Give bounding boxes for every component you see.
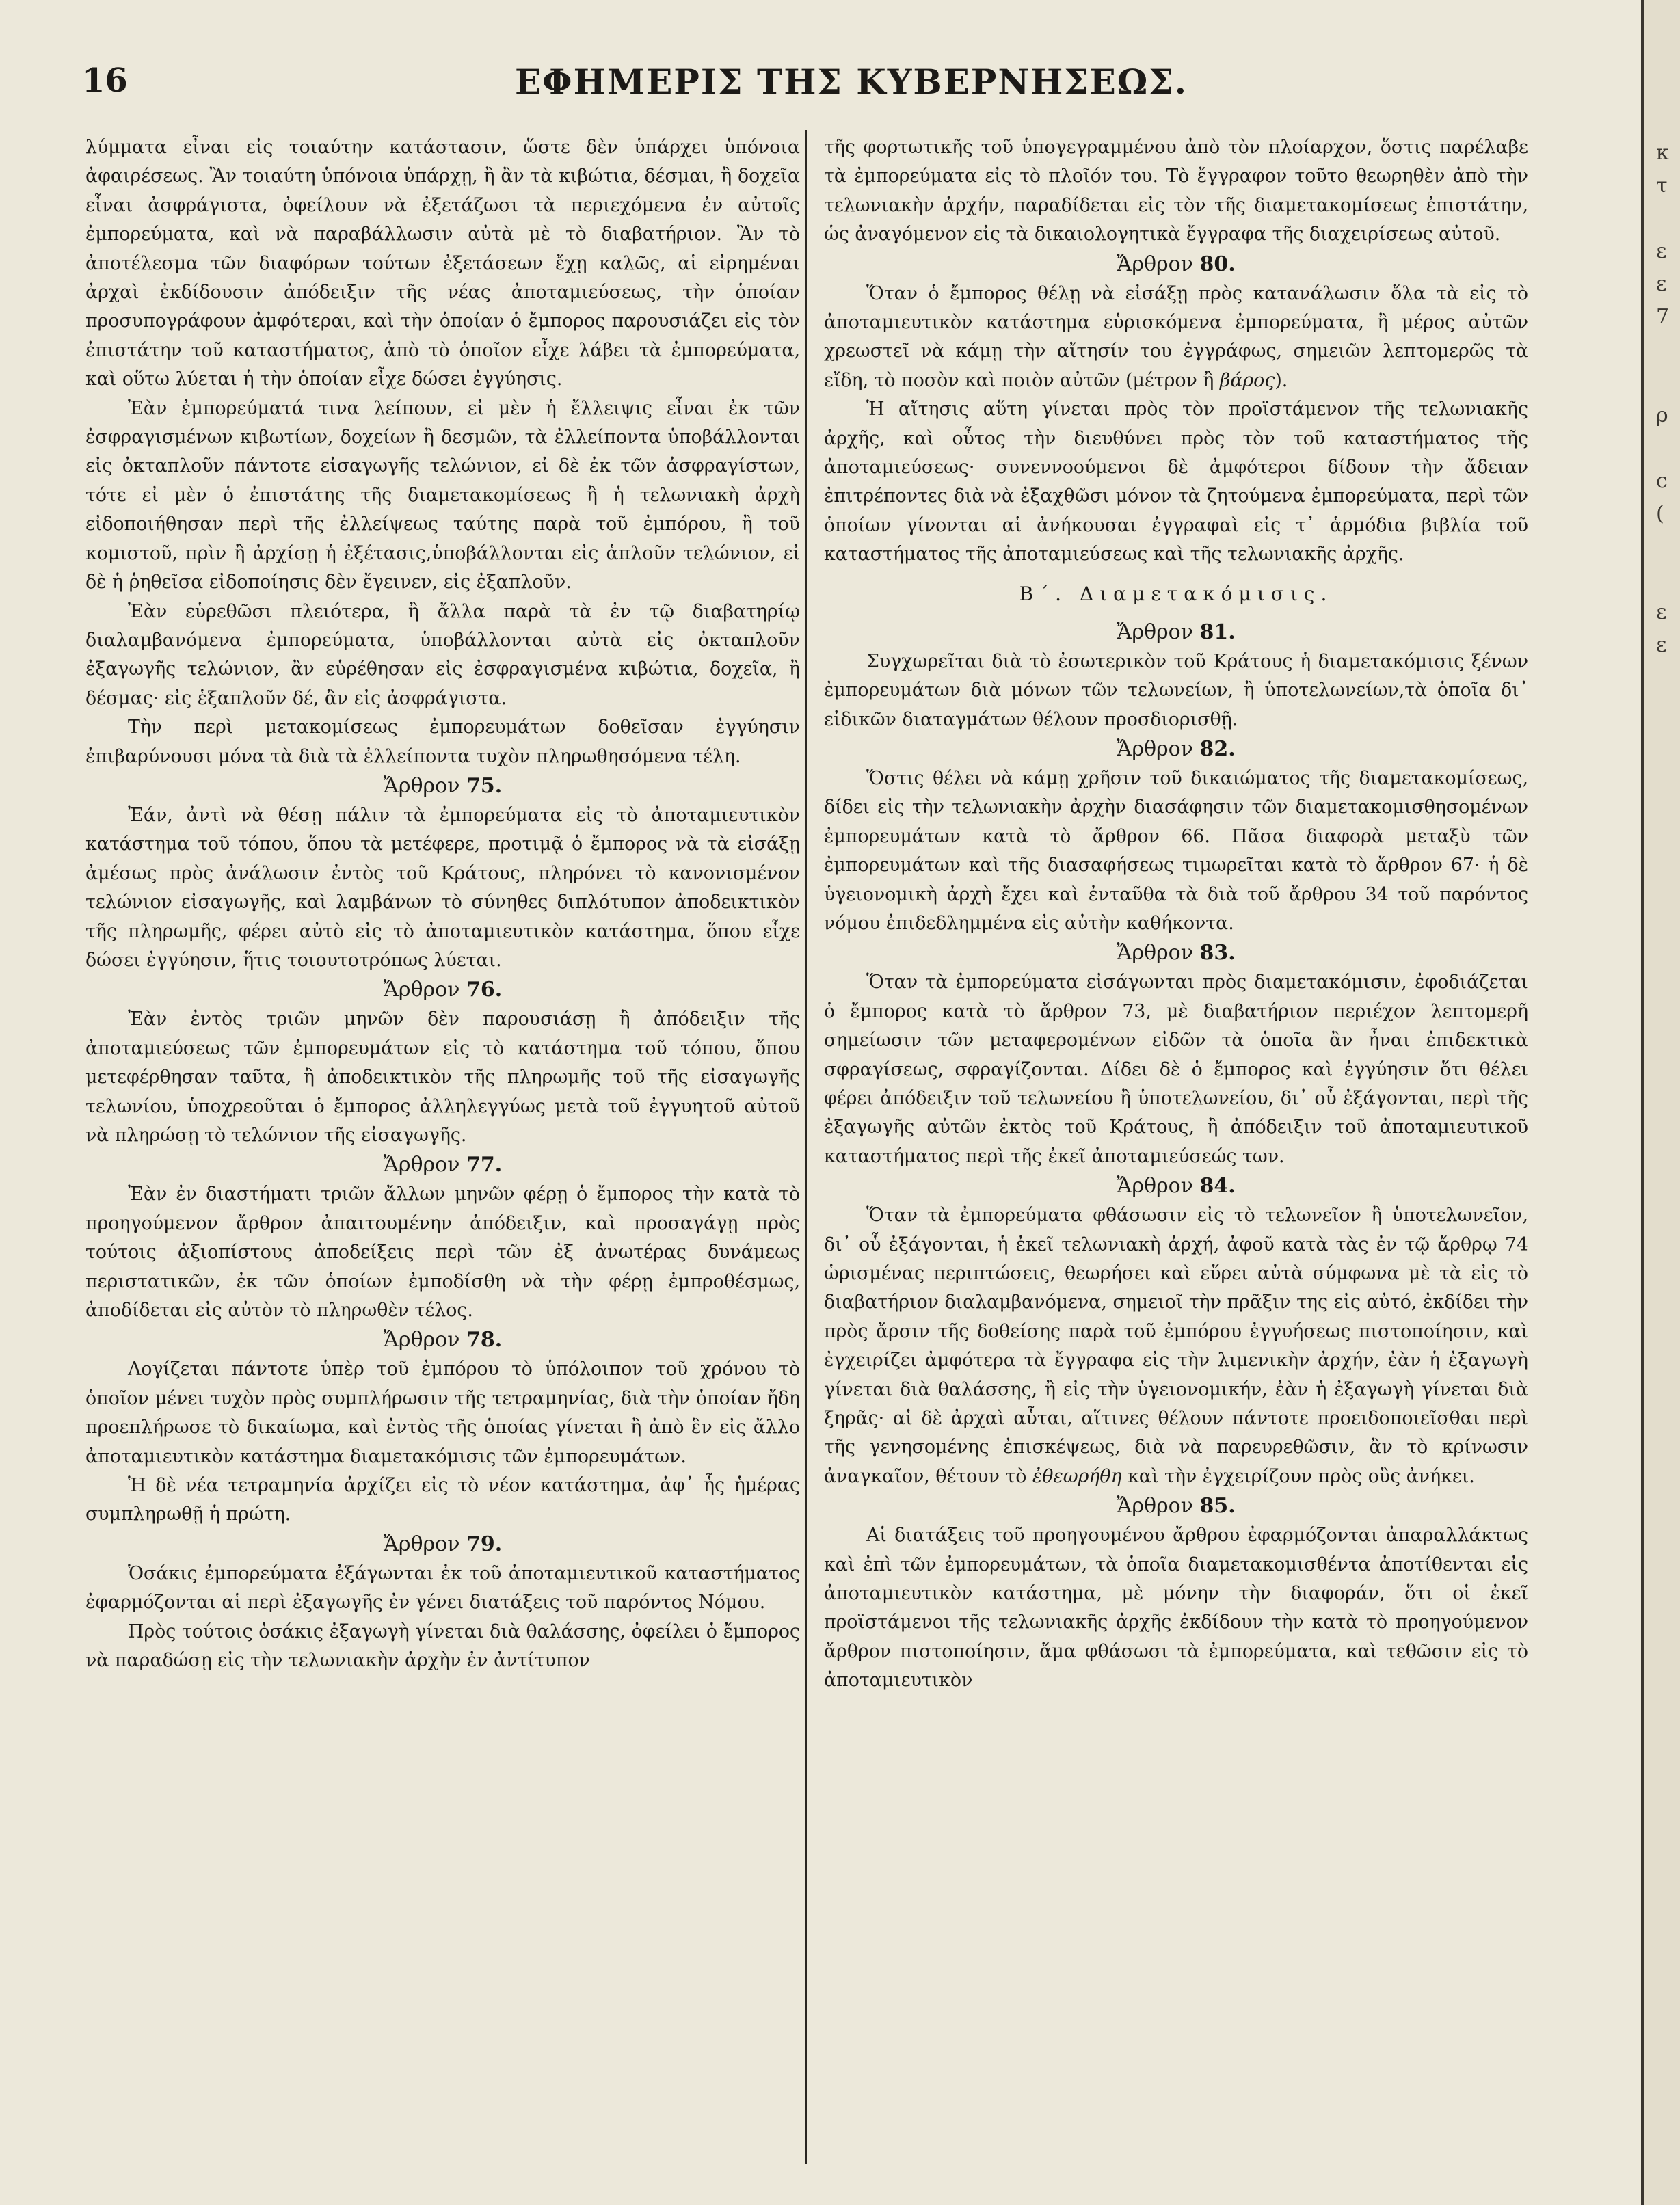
- column-divider: [805, 130, 807, 2164]
- article-heading-79: Ἄρθρον 79.: [383, 1532, 503, 1556]
- paragraph: Πρὸς τούτοις ὁσάκις ἐξαγωγὴ γίνεται διὰ θαλάσσης, ὀφείλει ὁ ἔμπορος νὰ παραδώσῃ εἰς τὴν τελωνιακὴν ἀρχὴν ἐν ἀντίτυπον: [85, 1620, 800, 1672]
- paragraph: Ὅταν τὰ ἐμπορεύματα εἰσάγωνται πρὸς διαμετακόμισιν, ἐφοδιάζεται ὁ ἔμπορος κατὰ τὸ ἄρθρον 73, μὲ διαβατήριον περιέχον λεπτομερῆ σημείωσιν τῶν μεταφερομένων εἰδῶν τὰ ὁποῖα ἂν ἦναι ἐπιδεκτικὰ σφραγίσεως, σφραγίζονται. Δίδει δὲ ὁ ἔμπορος καὶ ἐγγύησιν ὅτι θέλει φέρει ἀπόδειξιν τοῦ τελωνείου ἢ ὑποτελωνείου, δι᾿ οὗ ἐξάγονται, περὶ τῆς ἐξαγωγῆς αὐτῶν ἐκτὸς τοῦ Κράτους, ἢ ἀπόδειξιν τοῦ ἀποταμιευτικοῦ καταστήματος περὶ τῆς ἐκεῖ ἀποταμιεύσεώς των.: [824, 972, 1528, 1167]
- paragraph-continuation: τῆς φορτωτικῆς τοῦ ὑπογεγραμμένου ἀπὸ τὸν πλοίαρχον, ὅστις παρέλαβε τὰ ἐμπορεύματα εἰς τὸ πλοῖόν του. Τὸ ἔγγραφον τοῦτο θεωρηθὲν ἀπὸ τὴν τελωνιακὴν ἀρχήν, παραδίδεται εἰς τὸν τῆς διαμετακομίσεως ἐπιστάτην, ὡς ἀναγόμενον εἰς τὰ δικαιολογητικὰ ἔγγραφα τῆς διαχειρίσεως αὐτοῦ.: [824, 137, 1528, 245]
- article-heading-82: Ἄρθρον 82.: [1117, 736, 1236, 761]
- paragraph: Λογίζεται πάντοτε ὑπὲρ τοῦ ἐμπόρου τὸ ὑπόλοιπον τοῦ χρόνου τὸ ὁποῖον μένει τυχὸν πρὸς συμπλήρωσιν τῆς τετραμηνίας, διὰ τὴν ὁποίαν ἤδη προεπλήρωσε τὸ δικαίωμα, καὶ ἐντὸς τῆς ὁποίας γίνεται ἢ ἀπὸ ἓν εἰς ἄλλο ἀποταμιευτικὸν κατάστημα διαμετακόμισις τῶν ἐμπορευμάτων.: [85, 1359, 800, 1467]
- paragraph: Ἡ αἴτησις αὕτη γίνεται πρὸς τὸν προϊστάμενον τῆς τελωνιακῆς ἀρχῆς, καὶ οὗτος τὴν διευθύνει πρὸς τὸν τοῦ καταστήματος τῆς ἀποταμιεύσεως· συνεννοούμενοι δὲ ἀμφότεροι δίδουν τὴν ἄδειαν ἐπιτρέποντες διὰ νὰ ἐξαχθῶσι μόνον τὰ ζητούμενα ἐμπορεύματα, περὶ τῶν ὁποίων γίνονται αἱ ἀνήκουσαι ἐγγραφαὶ εἰς τ᾿ ἁρμόδια βιβλία τοῦ καταστήματος τῆς ἀποταμιεύσεως καὶ τῆς τελωνιακῆς ἀρχῆς.: [824, 399, 1528, 565]
- article-heading-77: Ἄρθρον 77.: [383, 1153, 503, 1177]
- paragraph: Ὅταν ὁ ἔμπορος θέλῃ νὰ εἰσάξῃ πρὸς κατανάλωσιν ὅλα τὰ εἰς τὸ ἀποταμιευτικὸν κατάστημα εὑρισκόμενα ἐμπορεύματα, ἢ μέρος αὐτῶν χρεωστεῖ νὰ κάμῃ τὴν αἴτησίν του ἐγγράφως, σημειῶν λεπτομερῶς τὰ εἴδη, τὸ ποσὸν καὶ ποιὸν αὐτῶν (μέτρον ἢ βάρος).: [824, 282, 1528, 391]
- article-heading-80: Ἄρθρον 80.: [1117, 252, 1236, 276]
- article-heading-78: Ἄρθρον 78.: [383, 1328, 503, 1352]
- paragraph: Ἐὰν ἐμπορεύματά τινα λείπουν, εἰ μὲν ἡ ἔλλειψις εἶναι ἐκ τῶν ἐσφραγισμένων κιβωτίων, δοχείων ἢ δεσμῶν, τὰ ἐλλείποντα ὑποβάλλονται εἰς ὀκταπλοῦν πάντοτε εἰσαγωγῆς τελώνιον, εἰ δὲ ἐκ τῶν ἀσφραγίστων, τότε εἰ μὲν ὁ ἐπιστάτης τῆς διαμετακομίσεως ἢ ἡ τελωνιακὴ ἀρχὴ εἰδοποιήθησαν περὶ τῆς ἐλλείψεως ταύτης παρὰ τοῦ ἐμπόρου, ἢ τοῦ κομιστοῦ, πρὶν ἢ ἀρχίσῃ ἡ ἐξέτασις,ὑποβάλλονται εἰς ἁπλοῦν τελώνιον, εἰ δὲ ἡ ῥηθεῖσα εἰδοποίησις δὲν ἔγεινεν, εἰς ἐξαπλοῦν.: [85, 397, 800, 593]
- paragraph: Ὅστις θέλει νὰ κάμῃ χρῆσιν τοῦ δικαιώματος τῆς διαμετακομίσεως, δίδει εἰς τὴν τελωνιακὴν ἀρχὴν διασάφησιν τῶν διαμετακομισθησομένων ἐμπορευμάτων κατὰ τὸ ἄρθρον 66. Πᾶσα διαφορὰ μεταξὺ τῶν ἐμπορευμάτων καὶ τῆς διασαφήσεως τιμωρεῖται κατὰ τὸ ἄρθρον 67· ἡ δὲ ὑγειονομικὴ ἀρχὴ ἔχει καὶ ἐνταῦθα τὰ διὰ τοῦ ἄρθρου 34 τοῦ παρόντος νόμου ἐπιδεδλημμένα εἰς αὐτὴν καθήκοντα.: [824, 767, 1528, 934]
- page-number: 16: [82, 62, 128, 100]
- paragraph: Ἐὰν εὑρεθῶσι πλειότερα, ἢ ἄλλα παρὰ τὰ ἐν τῷ διαβατηρίῳ διαλαμβανόμενα ἐμπορεύματα, ὑποβάλλονται αὐτὰ εἰς ὀκταπλοῦν ἐξαγωγῆς τελώνιον, ἂν εὑρέθησαν εἰς ἐσφραγισμένα κιβώτια, δοχεῖα, ἢ δέσμας· εἰς ἑξαπλοῦν δέ, ἂν εἰς ἀσφράγιστα.: [85, 600, 800, 709]
- running-head: [82, 62, 1621, 116]
- right-column: [824, 133, 1528, 1696]
- article-heading-75: Ἄρθρον 75.: [383, 773, 503, 798]
- paragraph: Ἐὰν ἐν διαστήματι τριῶν ἄλλων μηνῶν φέρῃ ὁ ἔμπορος τὴν κατὰ τὸ προηγούμενον ἄρθρον ἀπαιτουμένην ἀπόδειξιν, καὶ προσαγάγῃ πρὸς τούτοις ἀξιοπίστους ἀποδείξεις περὶ τῶν ἐξ ἀνωτέρας δυνάμεως περιστατικῶν, ἐκ τῶν ὁποίων ἐμποδίσθη νὰ τὴν φέρῃ ἐμπροθέσμως, ἀποδίδεται εἰς αὐτὸν τὸ πληρωθὲν τέλος.: [85, 1184, 800, 1322]
- article-heading-81: Ἄρθρον 81.: [1117, 619, 1236, 644]
- paragraph-continuation: λύμματα εἶναι εἰς τοιαύτην κατάστασιν, ὥστε δὲν ὑπάρχει ὑπόνοια ἀφαιρέσεως. Ἂν τοιαύτη ὑπόνοια ὑπάρχῃ, ἢ ἂν τὰ κιβώτια, δέσμαι, ἢ δοχεῖα εἶναι ἀσφράγιστα, ὀφείλουν νὰ ἐξετάζωσι τὰ περιεχόμενα ἐν αὐτοῖς ἐμπορεύματα, καὶ νὰ παραβάλλωσιν αὐτὰ μὲ τὸ διαβατήριον. Ἂν τὸ ἀποτέλεσμα τῶν διαφόρων τούτων ἐξετάσεων ἔχῃ καλῶς, αἱ εἰρημέναι ἀρχαὶ ἐκδίδουσιν ἀπόδειξιν τῆς νέας ἀποταμιεύσεως, τὴν ὁποίαν προσυπογράφουν ἀμφότεραι, καὶ τὴν ὁποίαν ὁ ἔμπορος παρουσιάζει εἰς τὸν ἐπιστάτην τοῦ καταστήματος, ἀπὸ τὸ ὁποῖον εἶχε λάβει τὰ ἐμπορεύματα, καὶ οὕτω λύεται ἡ τὴν ὁποίαν εἶχε δώσει ἐγγύησις.: [85, 137, 800, 390]
- article-heading-76: Ἄρθρον 76.: [383, 978, 503, 1002]
- paragraph: Αἱ διατάξεις τοῦ προηγουμένου ἄρθρου ἐφαρμόζονται ἀπαραλλάκτως καὶ ἐπὶ τῶν ἐμπορευμάτων, τὰ ὁποῖα διαμετακομισθέντα ἀποτίθενται εἰς ἀποταμιευτικὸν κατάστημα, μὲ μόνην τὴν διαφοράν, ὅτι οἱ ἐκεῖ προϊστάμενοι τῆς τελωνιακῆς ἀρχῆς ἐκδίδουν τὴν κατὰ τὸ προηγούμενον ἄρθρον πιστοποίησιν, ἅμα φθάσωσι τὰ ἐμπορεύματα, καὶ τεθῶσιν εἰς τὸ ἀποταμιευτικὸν: [824, 1525, 1528, 1692]
- facing-page-edge: [1641, 0, 1680, 2205]
- paragraph: Ἡ δὲ νέα τετραμηνία ἀρχίζει εἰς τὸ νέον κατάστημα, ἀφ᾿ ἧς ἡμέρας συμπληρωθῇ ἡ πρώτη.: [85, 1475, 800, 1525]
- section-heading: Β΄. Διαμετακόμισις.: [1019, 582, 1333, 605]
- paragraph: Ἐάν, ἀντὶ νὰ θέσῃ πάλιν τὰ ἐμπορεύματα εἰς τὸ ἀποταμιευτικὸν κατάστημα τοῦ τόπου, ὅπου τὰ μετέφερε, προτιμᾷ ὁ ἔμπορος νὰ τὰ εἰσάξῃ ἀμέσως πρὸς ἀνάλωσιν ἐντὸς τοῦ Κράτους, πληρόνει τὸ κανονισμένον τελώνιον εἰσαγωγῆς, καὶ λαμβάνων τὸ σύνηθες διπλότυπον ἀποδεικτικὸν τῆς πληρωμῆς, φέρει αὐτὸ εἰς τὸ ἀποταμιευτικὸν κατάστημα, ὅπου εἶχε δώσει ἐγγύησιν, ἥτις τοιουτοτρόπως λύεται.: [85, 804, 800, 971]
- article-heading-84: Ἄρθρον 84.: [1117, 1174, 1236, 1199]
- article-heading-83: Ἄρθρον 83.: [1117, 941, 1236, 965]
- article-heading-85: Ἄρθρον 85.: [1117, 1494, 1236, 1519]
- paragraph: Συγχωρεῖται διὰ τὸ ἐσωτερικὸν τοῦ Κράτους ἡ διαμετακόμισις ξένων ἐμπορευμάτων διὰ μόνων τῶν τελωνείων, ἢ ὑποτελωνείων,τὰ ὁποῖα δι᾿ εἰδικῶν διαταγμάτων θέλουν προσδιορισθῇ.: [824, 650, 1528, 730]
- paragraph: Ὁσάκις ἐμπορεύματα ἐξάγωνται ἐκ τοῦ ἀποταμιευτικοῦ καταστήματος ἐφαρμόζονται αἱ περὶ ἐξαγωγῆς ἐν γένει διατάξεις τοῦ παρόντος Νόμου.: [85, 1562, 800, 1614]
- facing-page-letters: κ τ ε ε 7 ρ c ( ε ε: [1656, 141, 1670, 657]
- journal-title: ΕΦΗΜΕΡΙΣ ΤΗΣ ΚΥΒΕΡΝΗΣΕΩΣ.: [514, 62, 1188, 102]
- paragraph: Ἐὰν ἐντὸς τριῶν μηνῶν δὲν παρουσιάσῃ ἢ ἀπόδειξιν τῆς ἀποταμιεύσεως τῶν ἐμπορευμάτων εἰς τὸ κατάστημα τοῦ τόπου, ὅπου μετεφέρθησαν ταῦτα, ἢ ἀποδεικτικὸν τῆς πληρωμῆς τοῦ τῆς εἰσαγωγῆς τελωνίου, ὑποχρεοῦται ὁ ἔμπορος ἀλληλεγγύως μετὰ τοῦ ἐγγυητοῦ αὐτοῦ νὰ πληρώσῃ τὸ τελώνιον τῆς εἰσαγωγῆς.: [85, 1008, 800, 1146]
- paragraph: Τὴν περὶ μετακομίσεως ἐμπορευμάτων δοθεῖσαν ἐγγύησιν ἐπιβαρύνουσι μόνα τὰ διὰ τὰ ἐλλείποντα τυχὸν πληρωθησόμενα τέλη.: [85, 717, 800, 767]
- left-column: [85, 133, 800, 1676]
- paragraph: Ὅταν τὰ ἐμπορεύματα φθάσωσιν εἰς τὸ τελωνεῖον ἢ ὑποτελωνεῖον, δι᾿ οὗ ἐξάγονται, ἡ ἐκεῖ τελωνιακὴ ἀρχή, ἀφοῦ κατὰ τὰς ἐν τῷ ἄρθρῳ 74 ὡρισμένας περιπτώσεις, θεωρήσει καὶ εὕρει αὐτὰ σύμφωνα μὲ τὰ εἰς τὸ διαβατήριον διαλαμβανόμενα, σημειοῖ τὴν πρᾶξιν της εἰς αὐτό, ἐκδίδει τὴν πρὸς ἄρσιν τῆς δοθείσης παρὰ τοῦ ἐμπόρου ἐγγυήσεως πιστοποίησιν, καὶ ἐγχειρίζει ἀμφότερα τὰ ἔγγραφα εἰς τὴν λιμενικὴν ἀρχήν, ἐὰν ἡ ἐξαγωγὴ γίνεται διὰ θαλάσσης, ἢ εἰς τὴν ὑγειονομικήν, ἐὰν ἡ ἐξαγωγὴ γίνεται διὰ ξηρᾶς· αἱ δὲ ἀρχαὶ αὗται, αἵτινες θέλουν πάντοτε προειδοποιεῖσθαι περὶ τῆς γενησομένης ἐπισκέψεως, διὰ νὰ παρευρεθῶσιν, ἂν τὸ κρίνωσιν ἀναγκαῖον, θέτουν τὸ ἐθεωρήθη καὶ τὴν ἐγχειρίζουν πρὸς οὓς ἀνήκει.: [824, 1205, 1528, 1487]
